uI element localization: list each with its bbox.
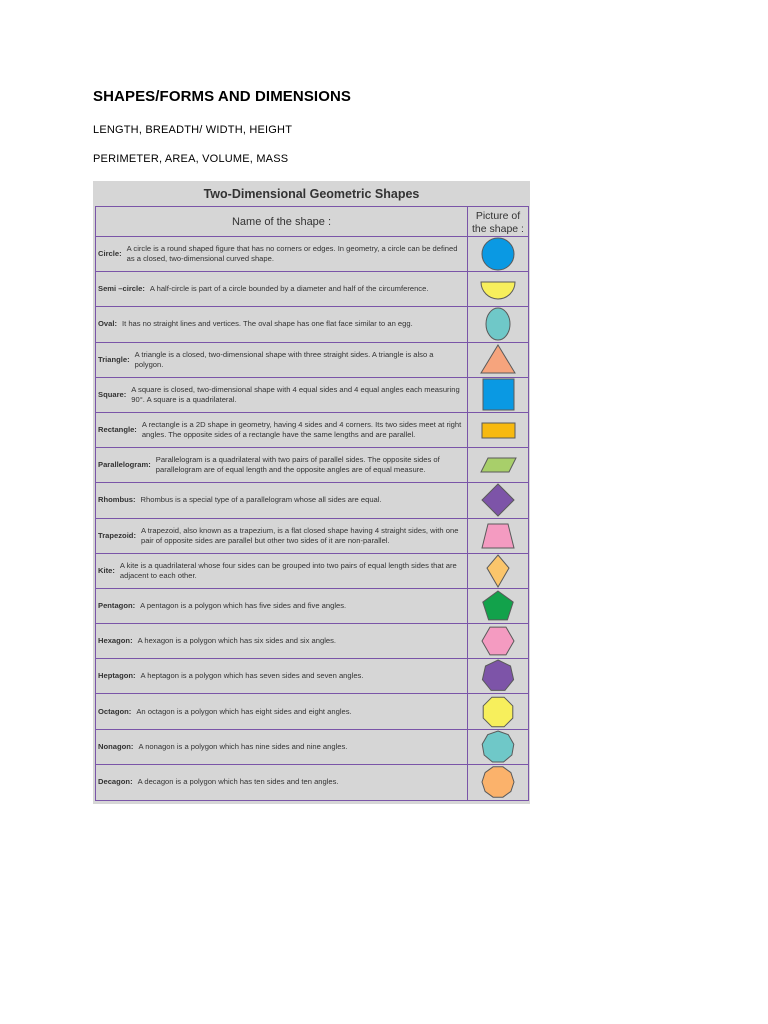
figure-title: Two-Dimensional Geometric Shapes	[203, 187, 420, 201]
shape-term: Triangle:	[98, 354, 130, 364]
shape-description: A rectangle is a 2D shape in geometry, having 4 sides and 4 corners. Its two sides meet at right angles. The opposite sides of a rectangle have the same lengths and are parallel.	[141, 420, 462, 440]
table-row	[96, 272, 468, 307]
heptagon-icon	[478, 659, 518, 693]
shape-description: A circle is a round shaped figure that has no corners or edges. In geometry, a circle can be defined as a closed, two-dimensional curved shape.	[126, 244, 458, 264]
measurements-line: PERIMETER, AREA, VOLUME, MASS	[93, 153, 289, 165]
row-description	[98, 448, 464, 482]
shape-picture-cell	[468, 378, 528, 413]
shape-term: Circle:	[98, 249, 122, 259]
row-description	[98, 343, 464, 377]
row-description	[98, 624, 464, 658]
shape-picture-cell	[468, 483, 528, 518]
header-name-label: Name of the shape :	[231, 215, 332, 228]
shape-description: It has no straight lines and vertices. The oval shape has one flat face similar to an egg.	[122, 319, 413, 329]
shape-picture-cell	[468, 554, 528, 589]
hexagon-icon	[478, 624, 518, 658]
table-row	[96, 589, 468, 624]
row-description	[98, 307, 464, 341]
shape-description: A pentagon is a polygon which has five sides and five angles.	[140, 600, 347, 610]
square-icon	[478, 378, 518, 412]
table-row	[96, 378, 468, 413]
row-description	[98, 765, 464, 800]
circle-icon	[478, 237, 518, 271]
shape-picture-cell	[468, 730, 528, 765]
table-row	[96, 554, 468, 589]
header-picture-label: Picture of the shape :	[472, 209, 524, 235]
shape-description: A nonagon is a polygon which has nine sides and nine angles.	[138, 741, 348, 751]
row-description	[98, 237, 464, 271]
shape-description: An octagon is a polygon which has eight sides and eight angles.	[136, 706, 352, 716]
table-row	[96, 413, 468, 448]
table-row	[96, 448, 468, 483]
shape-picture-cell	[468, 272, 528, 307]
table-row	[96, 237, 468, 272]
shape-term: Semi –circle:	[98, 284, 145, 294]
header-picture-cell	[468, 207, 528, 237]
row-description	[98, 378, 464, 412]
shape-description: A hexagon is a polygon which has six sides and six angles.	[137, 636, 337, 646]
row-description	[98, 554, 464, 588]
shape-picture-cell	[468, 589, 528, 624]
decagon-icon	[478, 765, 518, 799]
row-description	[98, 694, 464, 728]
table-row	[96, 659, 468, 694]
table-row	[96, 483, 468, 518]
semicircle-icon	[478, 272, 518, 306]
shape-term: Heptagon:	[98, 671, 136, 681]
shape-description: Rhombus is a special type of a parallelogram whose all sides are equal.	[140, 495, 382, 505]
shape-picture-cell	[468, 413, 528, 448]
page-title: SHAPES/FORMS AND DIMENSIONS	[93, 88, 352, 105]
pentagon-icon	[478, 589, 518, 623]
shape-description: A heptagon is a polygon which has seven sides and seven angles.	[140, 671, 364, 681]
shape-term: Rhombus:	[98, 495, 136, 505]
shape-description: A half-circle is part of a circle bounded by a diameter and half of the circumference.	[149, 284, 429, 294]
table-row	[96, 624, 468, 659]
shape-term: Oval:	[98, 319, 117, 329]
table-row	[96, 519, 468, 554]
shape-description: Parallelogram is a quadrilateral with two pairs of parallel sides. The opposite sides of parallelogram are of equal length and the opposite angles are of equal measure.	[155, 455, 440, 475]
triangle-icon	[478, 343, 518, 377]
oval-icon	[478, 307, 518, 341]
shape-picture-cell	[468, 659, 528, 694]
shape-description: A square is closed, two-dimensional shape with 4 equal sides and 4 equal angles each measuring 90°. A square is a quadrilateral.	[131, 384, 460, 404]
octagon-icon	[478, 695, 518, 729]
header-name-cell	[96, 207, 468, 237]
shape-picture-cell	[468, 307, 528, 342]
shape-term: Kite:	[98, 565, 115, 575]
trapezoid-icon	[478, 519, 518, 553]
shape-description: A kite is a quadrilateral whose four sides can be grouped into two pairs of equal length sides that are adjacent to each other.	[119, 560, 457, 580]
shape-term: Pentagon:	[98, 600, 136, 610]
shape-picture-cell	[468, 765, 528, 800]
shape-picture-cell	[468, 237, 528, 272]
shape-term: Hexagon:	[98, 636, 133, 646]
shape-term: Rectangle:	[98, 425, 137, 435]
rectangle-icon	[478, 413, 518, 447]
shape-term: Trapezoid:	[98, 530, 136, 540]
row-description	[98, 272, 464, 306]
shape-term: Octagon:	[98, 706, 132, 716]
shapes-table-figure	[93, 181, 530, 804]
parallelogram-icon	[478, 448, 518, 482]
shape-picture-cell	[468, 519, 528, 554]
table-row	[96, 694, 468, 729]
table-row	[96, 730, 468, 765]
shape-term: Square:	[98, 389, 127, 399]
shape-picture-cell	[468, 448, 528, 483]
row-description	[98, 659, 464, 693]
table-row	[96, 307, 468, 342]
shape-description: A trapezoid, also known as a trapezium, is a flat closed shape having 4 straight sides, with one pair of opposite sides are parallel but other two sides of it are non-parallel.	[140, 525, 459, 545]
dimensions-line: LENGTH, BREADTH/ WIDTH, HEIGHT	[93, 124, 293, 136]
shape-term: Parallelogram:	[98, 460, 151, 470]
shapes-table	[95, 206, 529, 801]
kite-icon	[478, 554, 518, 588]
table-row	[96, 343, 468, 378]
table-row	[96, 765, 468, 800]
row-description	[98, 730, 464, 764]
shape-description: A triangle is a closed, two-dimensional shape with three straight sides. A triangle is also a polygon.	[134, 349, 434, 369]
row-description	[98, 589, 464, 623]
shape-term: Decagon:	[98, 777, 133, 787]
shape-picture-cell	[468, 343, 528, 378]
nonagon-icon	[478, 730, 518, 764]
shape-picture-cell	[468, 694, 528, 729]
shape-term: Nonagon:	[98, 741, 134, 751]
shape-picture-cell	[468, 624, 528, 659]
row-description	[98, 519, 464, 553]
row-description	[98, 413, 464, 447]
shape-description: A decagon is a polygon which has ten sides and ten angles.	[137, 777, 339, 787]
row-description	[98, 483, 464, 517]
rhombus-icon	[478, 483, 518, 517]
